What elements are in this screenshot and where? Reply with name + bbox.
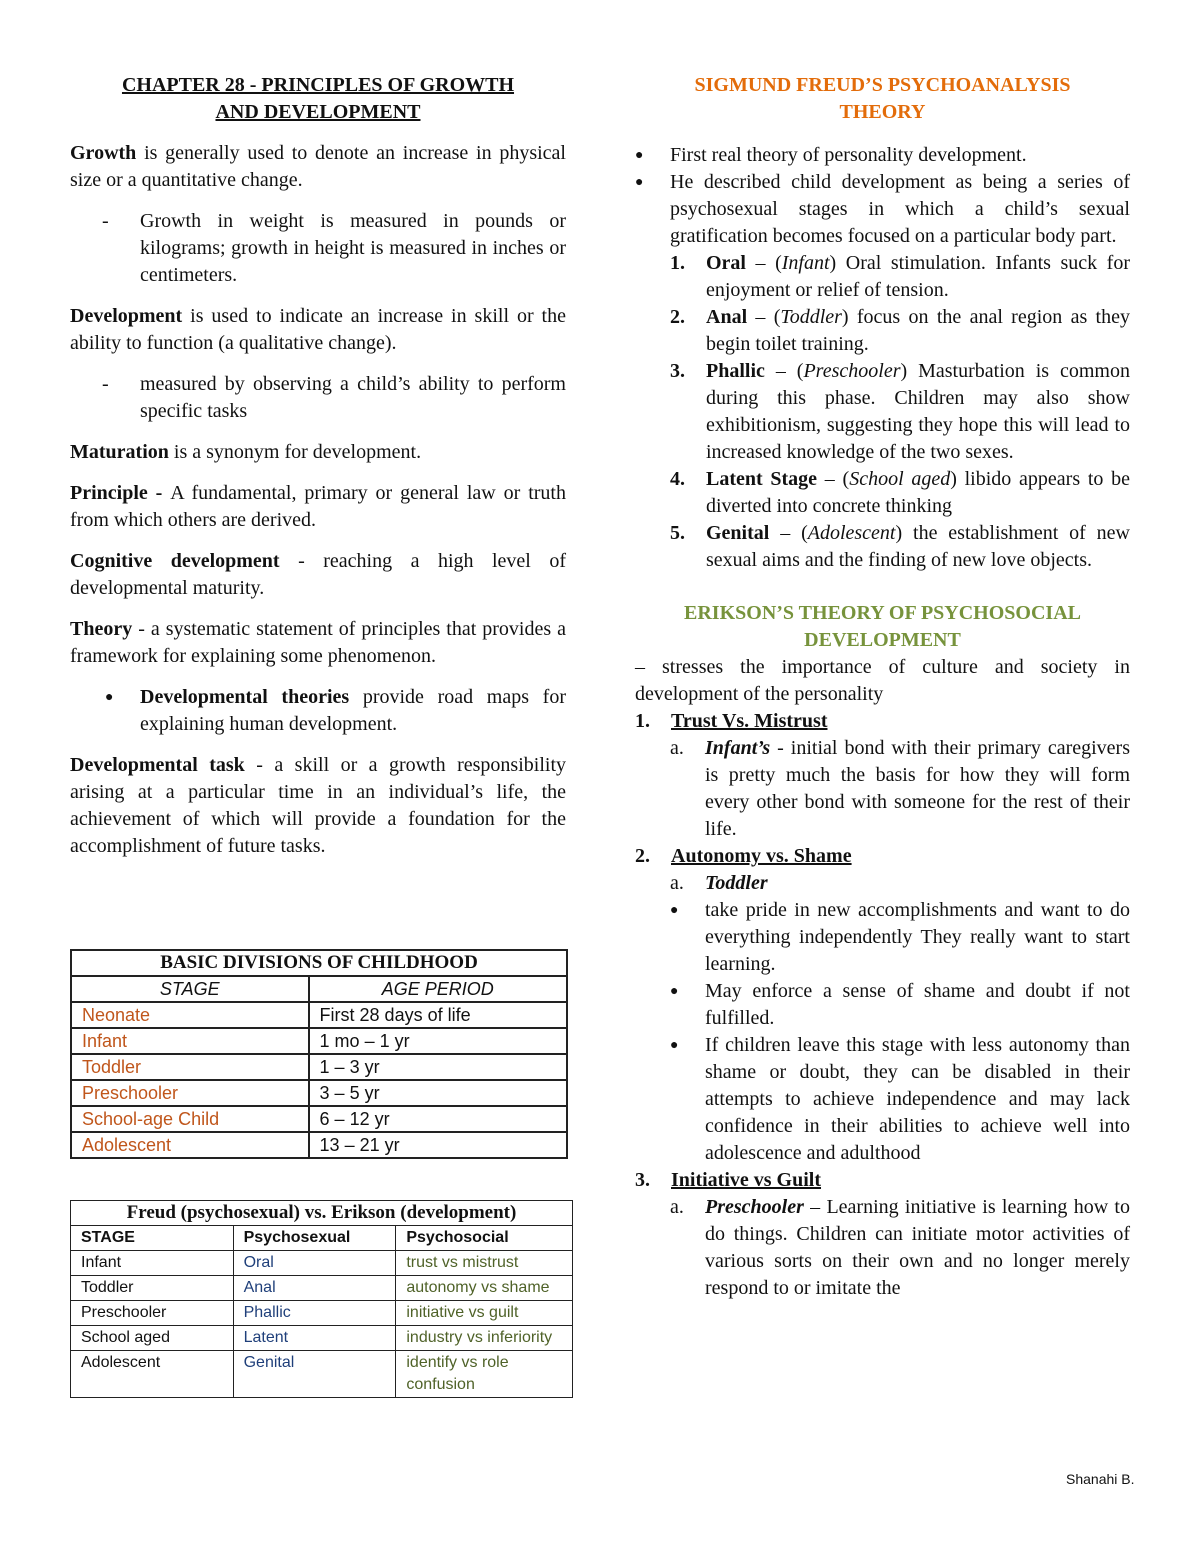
freud-heading: SIGMUND FREUD’S PSYCHOANALYSIS THEORY [694,74,1071,123]
psychosocial-cell: industry vs inferiority [396,1326,573,1351]
psychosocial-cell: trust vs mistrust [396,1251,573,1276]
stage-cell: School aged [71,1326,234,1351]
stage-cell: Infant [71,1251,234,1276]
column-header: Psychosexual [233,1226,396,1251]
erikson-stage-2-bullet: ● take pride in new accomplishments and want to do everything independently They really want to start learning. [670,897,1130,978]
psychosexual-cell: Oral [233,1251,396,1276]
stage-cell: Neonate [71,1002,309,1028]
erikson-stage-1-a: a. Infant’s - initial bond with their primary caregivers is pretty much the basis for how they will form every other bond with someone for the rest of their life. [670,737,1130,840]
development-detail: - measured by observing a child’s ability to perform specific tasks [102,373,566,422]
developmental-theories-bullet: ● Developmental theories provide road maps for explaining human development. [70,684,566,738]
column-header: AGE PERIOD [309,976,567,1002]
table-row [71,1080,567,1106]
table-row [71,1276,573,1301]
psychosocial-cell: autonomy vs shame [396,1276,573,1301]
table-row [71,1106,567,1132]
psychosocial-cell: initiative vs guilt [396,1301,573,1326]
erikson-stage-3-a: a. Preschooler – Learning initiative is learning how to do things. Children can initiate motor activities of various sorts on their own and no longer merely respond to or imitate the [670,1196,1130,1299]
freud-stage-item: 3. Phallic – (Preschooler) Masturbation is common during this phase. Children may also show exhibitionism, suggesting they hope this will lead to increased knowledge of the two sexes. [670,360,1130,463]
bullet-icon: ● [670,1038,679,1053]
freud-stage-item: 1. Oral – (Infant) Oral stimulation. Infants suck for enjoyment or relief of tension. [670,252,1130,301]
column-header: STAGE [71,1226,234,1251]
erikson-stage-2-bullet: ● May enforce a sense of shame and doubt if not fulfilled. [670,978,1130,1032]
table-row [71,1251,573,1276]
bullet-icon: ● [105,690,114,705]
stage-cell: School-age Child [71,1106,309,1132]
maturation-definition: Maturation is a synonym for development. [70,441,422,463]
table-row [71,1301,573,1326]
freud-erikson-table [70,1200,573,1398]
psychosexual-cell: Anal [233,1276,396,1301]
stage-cell: Toddler [71,1276,234,1301]
table-title: BASIC DIVISIONS OF CHILDHOOD [71,950,567,976]
erikson-stage-3: 3. Initiative vs Guilt [635,1169,822,1191]
table-row [71,1054,567,1080]
footer-author: Shanahi B. [1066,1471,1135,1487]
bullet-icon: ● [635,148,644,163]
freud-bullet-1: ● First real theory of personality development. [635,142,1130,169]
table-title: Freud (psychosexual) vs. Erikson (development) [71,1201,573,1226]
bullet-icon: ● [670,984,679,999]
age-cell: 1 – 3 yr [309,1054,567,1080]
psychosocial-cell: identify vs role confusion [396,1351,573,1398]
erikson-stage-2-bullet: ● If children leave this stage with less autonomy than shame or doubt, they can be disabled in their attempts to achieve independence and may lack confidence in their abilities to achieve well into adolescence and adulthood [670,1032,1130,1167]
age-cell: 6 – 12 yr [309,1106,567,1132]
table-row [71,1326,573,1351]
freud-stage-list [670,250,1130,574]
stage-cell: Adolescent [71,1351,234,1398]
erikson-stage-2: 2. Autonomy vs. Shame [635,845,852,867]
psychosexual-cell: Genital [233,1351,396,1398]
erikson-intro: – stresses the importance of culture and society in development of the personality [635,656,1130,705]
age-cell: 1 mo – 1 yr [309,1028,567,1054]
age-cell: First 28 days of life [309,1002,567,1028]
column-header: STAGE [71,976,309,1002]
psychosexual-cell: Latent [233,1326,396,1351]
erikson-stage-1: 1. Trust Vs. Mistrust [635,710,828,732]
chapter-title: CHAPTER 28 - PRINCIPLES OF GROWTH AND DEVELOPMENT [121,74,515,123]
right-column [635,72,1130,1302]
growth-definition: Growth is generally used to denote an increase in physical size or a quantitative change. [70,142,566,191]
development-definition: Development is used to indicate an increase in skill or the ability to function (a qualitative change). [70,305,566,354]
table-row [71,1028,567,1054]
principle-definition: Principle - A fundamental, primary or general law or truth from which others are derived. [70,482,566,531]
stage-cell: Toddler [71,1054,309,1080]
age-cell: 13 – 21 yr [309,1132,567,1158]
freud-stage-item: 2. Anal – (Toddler) focus on the anal region as they begin toilet training. [670,306,1130,355]
stage-cell: Preschooler [71,1301,234,1326]
erikson-heading: ERIKSON’S THEORY OF PSYCHOSOCIAL DEVELOPMENT [684,602,1081,651]
freud-bullet-2: ● He described child development as being a series of psychosexual stages in which a child’s sexual gratification becomes focused on a particular body part. [635,169,1130,250]
theory-definition: Theory - a systematic statement of principles that provides a framework for explaining some phenomenon. [70,618,566,667]
freud-stage-item: 5. Genital – (Adolescent) the establishment of new sexual aims and the finding of new love objects. [670,522,1130,571]
table-row [71,1002,567,1028]
column-header: Psychosocial [396,1226,573,1251]
growth-detail: - Growth in weight is measured in pounds or kilograms; growth in height is measured in inches or centimeters. [102,210,566,286]
bullet-icon: ● [670,903,679,918]
developmental-task-definition: Developmental task - a skill or a growth responsibility arising at a particular time in an individual’s life, the achievement of which will provide a foundation for the accomplishment of future tasks. [70,754,566,857]
psychosexual-cell: Phallic [233,1301,396,1326]
table-row [71,1351,573,1398]
erikson-stage-2-a: a. Toddler [670,872,768,894]
cognitive-definition: Cognitive development - reaching a high level of developmental maturity. [70,550,567,599]
basic-divisions-table [70,949,568,1159]
age-cell: 3 – 5 yr [309,1080,567,1106]
table-row [71,1132,567,1158]
bullet-icon: ● [635,175,644,190]
stage-cell: Adolescent [71,1132,309,1158]
stage-cell: Infant [71,1028,309,1054]
freud-stage-item: 4. Latent Stage – (School aged) libido appears to be diverted into concrete thinking [670,468,1130,517]
left-column [70,72,566,860]
stage-cell: Preschooler [71,1080,309,1106]
